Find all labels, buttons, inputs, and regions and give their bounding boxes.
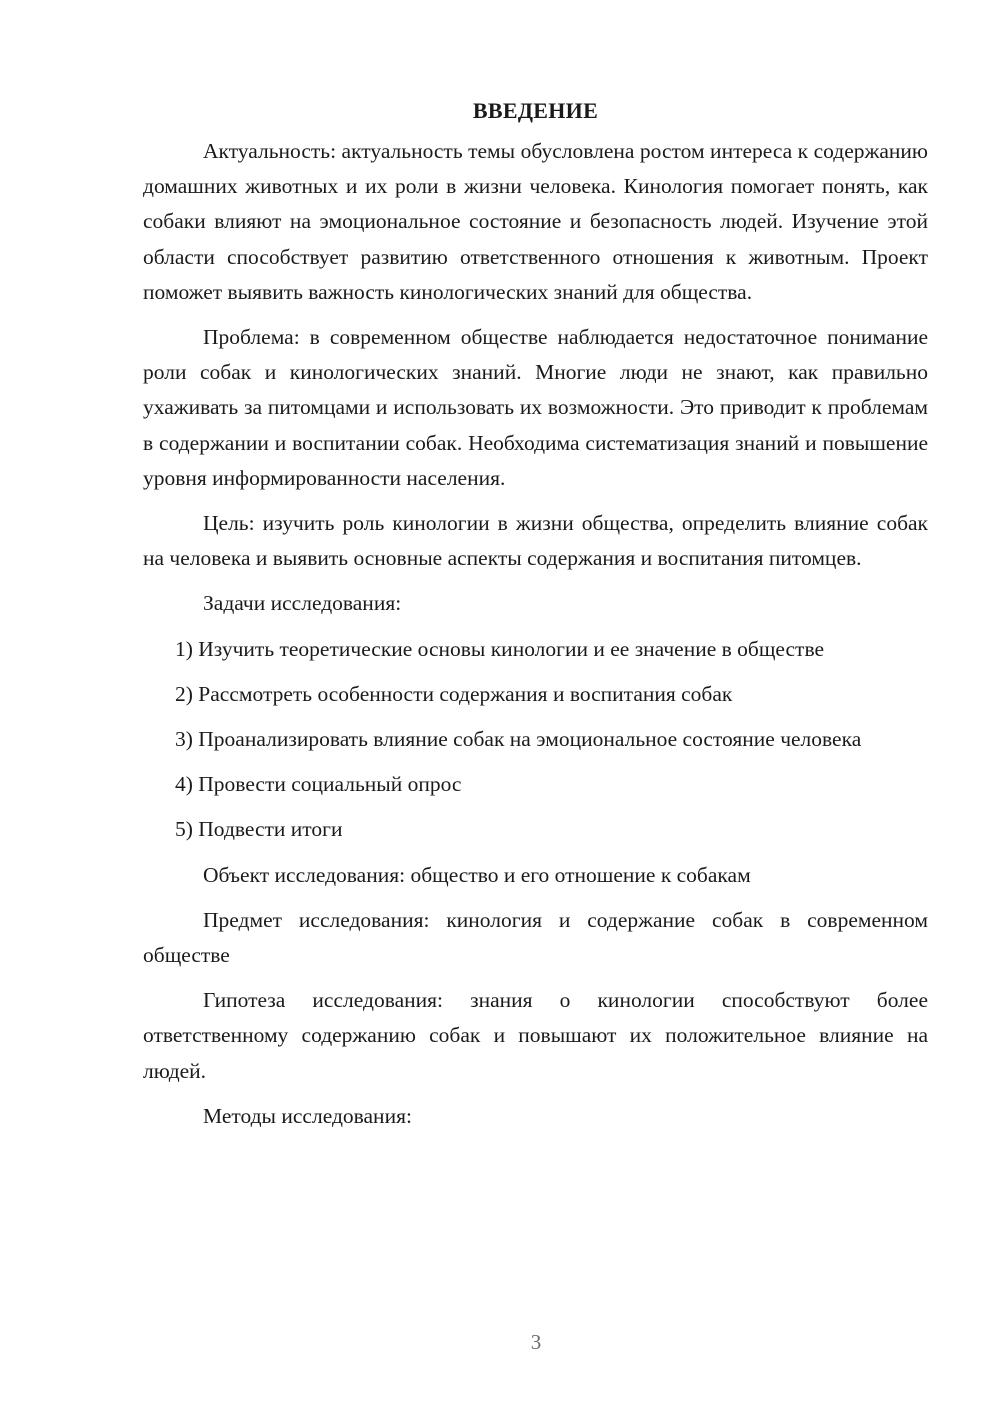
task-item: 2) Рассмотреть особенности содержания и воспитания собак xyxy=(175,681,733,706)
object-paragraph: Объект исследования: общество и его отношение к собакам xyxy=(203,862,751,887)
task-item: 1) Изучить теоретические основы кинологии и ее значение в обществе xyxy=(175,636,825,661)
tasks-heading: Задачи исследования: xyxy=(203,591,402,616)
subject-paragraph: Предмет исследования: кинология и содержание собак в современном обществе xyxy=(143,907,928,968)
task-item: 4) Провести социальный опрос xyxy=(175,772,462,797)
task-item: 5) Подвести итоги xyxy=(175,817,343,842)
methods-heading: Методы исследования: xyxy=(203,1103,412,1128)
relevance-paragraph: Актуальность: актуальность темы обусловлена ростом интереса к содержанию домашних животных и их роли в жизни человека. Кинология помогает понять, как собаки влияют на эмоциональное состояние и безопасность людей. Изучение этой области способствует развитию ответственного отношения к животным. Проект поможет выявить важность кинологических знаний для общества. xyxy=(143,139,928,304)
page-number: 3 xyxy=(530,1330,542,1354)
task-item: 3) Проанализировать влияние собак на эмоциональное состояние человека xyxy=(175,727,862,752)
problem-paragraph: Проблема: в современном обществе наблюдается недостаточное понимание роли собак и кинологических знаний. Многие люди не знают, как правильно ухаживать за питомцами и использовать их возможности. Это приводит к проблемам в содержании и воспитании собак. Необходима систематизация знаний и повышение уровня информированности населения. xyxy=(143,325,928,490)
page-title: ВВЕДЕНИЕ xyxy=(472,98,599,123)
goal-paragraph: Цель: изучить роль кинологии в жизни общества, определить влияние собак на человека и выявить основные аспекты содержания и воспитания питомцев. xyxy=(143,511,928,571)
document-page xyxy=(143,88,928,1144)
hypothesis-paragraph: Гипотеза исследования: знания о кинологии способствуют более ответственному содержанию собак и повышают их положительное влияние на людей. xyxy=(143,988,928,1083)
